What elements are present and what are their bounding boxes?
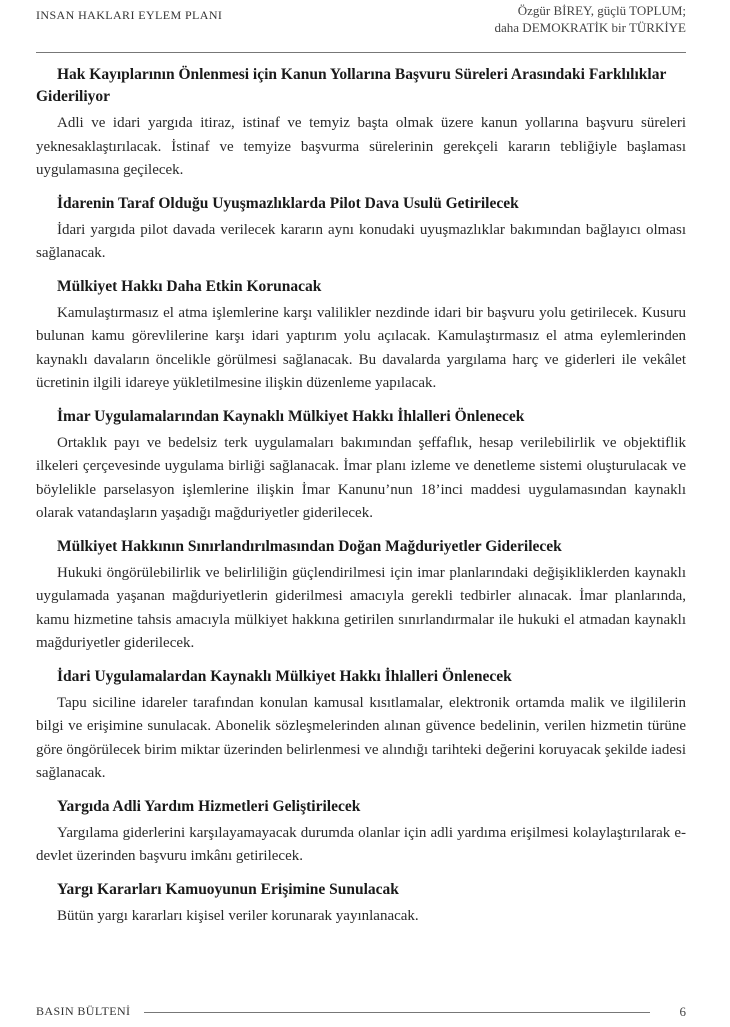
slogan-line-1: Özgür BİREY, güçlü TOPLUM;: [517, 3, 686, 18]
section: [36, 879, 686, 929]
section: [36, 64, 686, 183]
section: [36, 193, 686, 266]
section-paragraph: Kamulaştırmasız el atma işlemlerine karşı valilikler nezdinde idari bir başvuru yolu getirilecek. Kusuru bulunan kamu görevlilerine karşı idari yaptırım yolu açılacak. Kamulaştırmasız el atma eylemlerinden kaynaklı davaların öncelikle görülmesi sağlanacak. Bu davalarda yargılama harç ve giderleri ile vekâlet ücretinin ilgili idareye yükletilmesine ilişkin düzenleme yapılacak.: [36, 304, 686, 391]
section-heading: İmar Uygulamalarından Kaynaklı Mülkiyet Hakkı İhlalleri Önlenecek: [57, 407, 525, 425]
section: [36, 536, 686, 656]
section: [36, 796, 686, 869]
section-heading: İdarenin Taraf Olduğu Uyuşmazlıklarda Pilot Dava Usulü Getirilecek: [57, 194, 519, 212]
document-body: [36, 64, 686, 938]
section-paragraph: Yargılama giderlerini karşılayamayacak durumda olanlar için adli yardıma erişilmesi kolaylaştırılarak e-devlet üzerinden başvuru imkânı getirilecek.: [36, 824, 686, 864]
section: [36, 666, 686, 786]
header-divider: [36, 52, 686, 53]
document-title: INSAN HAKLARI EYLEM PLANI: [36, 8, 223, 22]
section: [36, 276, 686, 396]
section-paragraph: Hukuki öngörülebilirlik ve belirliliğin güçlendirilmesi için imar planlarındaki değişikliklerden kaynaklı uygulamada yaşanan mağduriyetlerin giderilmesi amacıyla gerekli tedbirler alınacak. İmar planlarında, kamu hizmetine tahsis amacıyla mülkiyet hakkına getirilen sınırlandırmalar ile hukuki el atmadan kaynaklı mağduriyetler giderilecek.: [36, 564, 686, 651]
section-heading: Yargı Kararları Kamuoyunun Erişimine Sunulacak: [57, 880, 399, 898]
section-paragraph: Bütün yargı kararları kişisel veriler korunarak yayınlanacak.: [57, 907, 419, 924]
slogan: [495, 2, 686, 36]
page-footer: [36, 1004, 686, 1024]
section: [36, 406, 686, 526]
section-heading: Mülkiyet Hakkının Sınırlandırılmasından Doğan Mağduriyetler Giderilecek: [57, 537, 562, 555]
section-paragraph: İdari yargıda pilot davada verilecek kararın aynı konudaki uyuşmazlıklar bakımından bağlayıcı olması sağlanacak.: [36, 221, 686, 261]
section-heading: İdari Uygulamalardan Kaynaklı Mülkiyet Hakkı İhlalleri Önlenecek: [57, 667, 512, 685]
slogan-line-2: daha DEMOKRATİK bir TÜRKİYE: [494, 20, 686, 35]
page-header: [36, 0, 686, 50]
footer-divider: [144, 1012, 650, 1013]
footer-title: BASIN BÜLTENİ: [36, 1004, 131, 1018]
section-heading: Mülkiyet Hakkı Daha Etkin Korunacak: [57, 277, 322, 295]
section-paragraph: Ortaklık payı ve bedelsiz terk uygulamaları bakımından şeffaflık, hesap verilebilirlik ve objektiflik ilkeleri çerçevesinde uygulama birliği sağlanacak. İmar planı izleme ve denetleme sistemi oluşturulacak ve böylelikle parselasyon işlemlerine ilişkin İmar Kanunu’nun 18’inci maddesi uygulamasından kaynaklı olarak vatandaşların yaşadığı mağduriyetler giderilecek.: [36, 434, 686, 521]
section-heading: Yargıda Adli Yardım Hizmetleri Geliştirilecek: [57, 797, 361, 815]
page-number: 6: [679, 1004, 686, 1019]
section-heading: Hak Kayıplarının Önlenmesi için Kanun Yollarına Başvuru Süreleri Arasındaki Farklılıklar Gideriliyor: [36, 66, 667, 105]
section-paragraph: Tapu siciline idareler tarafından konulan kamusal kısıtlamalar, elektronik ortamda malik ve ilgililerin bilgi ve erişimine sunulacak. Abonelik sözleşmelerinden alınan güvence bedelinin, verilen hizmetin türüne göre öngörülecek birim miktar üzerinden belirlenmesi ve alındığı tarihteki değerini koruyacak şekilde iadesi sağlanacak.: [36, 694, 686, 781]
section-paragraph: Adli ve idari yargıda itiraz, istinaf ve temyiz başta olmak üzere kanun yollarına başvuru süreleri yeknesaklaştırılacak. İstinaf ve temyize başvurma sürelerinin gerekçeli kararın tebliğiyle başlaması uygulamasına geçilecek.: [36, 115, 686, 178]
